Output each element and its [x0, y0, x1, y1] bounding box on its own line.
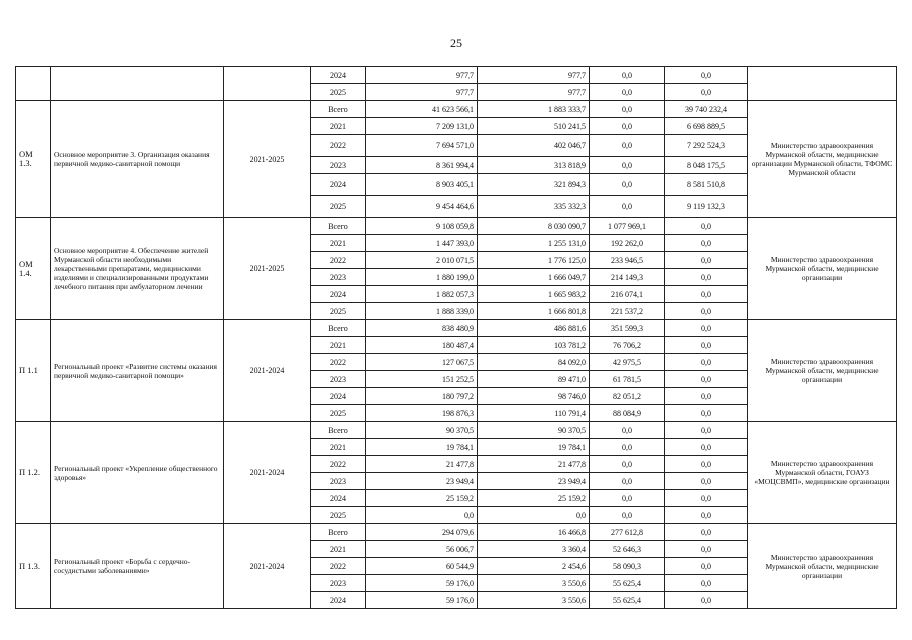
measure-name: Региональный проект «Борьба с сердечно-сосудистыми заболеваниями» [51, 524, 224, 609]
other-funds-cell: 0,0 [665, 541, 748, 558]
regional-budget-cell: 402 046,7 [478, 135, 590, 157]
regional-budget-cell: 335 332,3 [478, 196, 590, 218]
other-funds-cell: 0,0 [665, 422, 748, 439]
year-cell: 2025 [311, 303, 366, 320]
measure-period: 2021-2024 [224, 422, 311, 524]
year-cell: 2024 [311, 592, 366, 609]
measure-code: ОМ 1.3. [16, 101, 51, 218]
other-funds-cell: 0,0 [665, 371, 748, 388]
other-funds-cell: 0,0 [665, 388, 748, 405]
federal-budget-cell: 88 084,9 [590, 405, 665, 422]
other-funds-cell: 0,0 [665, 286, 748, 303]
year-cell: 2024 [311, 67, 366, 84]
year-cell: 2024 [311, 174, 366, 196]
year-cell: 2025 [311, 84, 366, 101]
regional-budget-cell: 1 665 983,2 [478, 286, 590, 303]
federal-budget-cell: 221 537,2 [590, 303, 665, 320]
year-cell: Всего [311, 320, 366, 337]
federal-budget-cell: 58 090,3 [590, 558, 665, 575]
year-cell: Всего [311, 524, 366, 541]
measure-code: ОМ 1.4. [16, 218, 51, 320]
year-cell: 2023 [311, 473, 366, 490]
total-cell: 1 888 339,0 [366, 303, 478, 320]
federal-budget-cell: 192 262,0 [590, 235, 665, 252]
regional-budget-cell: 19 784,1 [478, 439, 590, 456]
total-cell: 294 079,6 [366, 524, 478, 541]
year-cell: Всего [311, 218, 366, 235]
year-cell: 2025 [311, 196, 366, 218]
measure-executors: Министерство здравоохранения Мурманской области, ГОАУЗ «МОЦСВМП», медицинские организации [748, 422, 897, 524]
regional-budget-cell: 3 550,6 [478, 575, 590, 592]
federal-budget-cell: 0,0 [590, 490, 665, 507]
regional-budget-cell: 3 550,6 [478, 592, 590, 609]
total-cell: 56 006,7 [366, 541, 478, 558]
measure-code: П 1.3. [16, 524, 51, 609]
total-cell: 1 880 199,0 [366, 269, 478, 286]
other-funds-cell: 0,0 [665, 303, 748, 320]
total-cell: 8 361 994,4 [366, 157, 478, 174]
federal-budget-cell: 52 646,3 [590, 541, 665, 558]
federal-budget-cell: 214 149,3 [590, 269, 665, 286]
measure-period: 2021-2025 [224, 101, 311, 218]
federal-budget-cell: 0,0 [590, 456, 665, 473]
other-funds-cell: 0,0 [665, 592, 748, 609]
regional-budget-cell: 8 030 090,7 [478, 218, 590, 235]
federal-budget-cell: 0,0 [590, 101, 665, 118]
year-cell: Всего [311, 422, 366, 439]
year-cell: 2021 [311, 439, 366, 456]
federal-budget-cell: 1 077 969,1 [590, 218, 665, 235]
total-cell: 59 176,0 [366, 575, 478, 592]
year-cell: 2024 [311, 388, 366, 405]
total-cell: 60 544,9 [366, 558, 478, 575]
table-row [16, 101, 897, 118]
total-cell: 9 454 464,6 [366, 196, 478, 218]
measure-executors: Министерство здравоохранения Мурманской области, медицинские организации [748, 524, 897, 609]
year-cell: 2023 [311, 575, 366, 592]
regional-budget-cell: 321 894,3 [478, 174, 590, 196]
total-cell: 180 797,2 [366, 388, 478, 405]
total-cell: 1 882 057,3 [366, 286, 478, 303]
other-funds-cell: 0,0 [665, 575, 748, 592]
other-funds-cell: 0,0 [665, 456, 748, 473]
measure-name: Региональный проект «Развитие системы оказания первичной медико-санитарной помощи» [51, 320, 224, 422]
regional-budget-cell: 1 776 125,0 [478, 252, 590, 269]
year-cell: 2021 [311, 541, 366, 558]
other-funds-cell: 0,0 [665, 84, 748, 101]
year-cell: 2022 [311, 354, 366, 371]
budget-table [15, 66, 897, 609]
federal-budget-cell: 233 946,5 [590, 252, 665, 269]
measure-code: П 1.1 [16, 320, 51, 422]
measure-period: 2021-2025 [224, 218, 311, 320]
measure-code: П 1.2. [16, 422, 51, 524]
measure-period: 2021-2024 [224, 320, 311, 422]
page-number: 25 [450, 36, 462, 50]
total-cell: 21 477,8 [366, 456, 478, 473]
federal-budget-cell: 216 074,1 [590, 286, 665, 303]
other-funds-cell: 9 119 132,3 [665, 196, 748, 218]
regional-budget-cell: 90 370,5 [478, 422, 590, 439]
regional-budget-cell: 110 791,4 [478, 405, 590, 422]
regional-budget-cell: 1 883 333,7 [478, 101, 590, 118]
federal-budget-cell: 0,0 [590, 174, 665, 196]
year-cell: 2025 [311, 507, 366, 524]
other-funds-cell: 0,0 [665, 354, 748, 371]
federal-budget-cell: 42 975,5 [590, 354, 665, 371]
total-cell: 180 487,4 [366, 337, 478, 354]
regional-budget-cell: 103 781,2 [478, 337, 590, 354]
total-cell: 90 370,5 [366, 422, 478, 439]
total-cell: 977,7 [366, 67, 478, 84]
year-cell: 2021 [311, 235, 366, 252]
other-funds-cell: 0,0 [665, 269, 748, 286]
regional-budget-cell: 0,0 [478, 507, 590, 524]
table-row [16, 524, 897, 541]
other-funds-cell: 0,0 [665, 218, 748, 235]
regional-budget-cell: 25 159,2 [478, 490, 590, 507]
total-cell: 2 010 071,5 [366, 252, 478, 269]
federal-budget-cell: 0,0 [590, 67, 665, 84]
federal-budget-cell: 0,0 [590, 196, 665, 218]
total-cell: 59 176,0 [366, 592, 478, 609]
year-cell: 2021 [311, 337, 366, 354]
regional-budget-cell: 977,7 [478, 67, 590, 84]
year-cell: 2022 [311, 456, 366, 473]
other-funds-cell: 0,0 [665, 473, 748, 490]
year-cell: 2023 [311, 371, 366, 388]
executors-cell [748, 67, 897, 101]
federal-budget-cell: 82 051,2 [590, 388, 665, 405]
year-cell: 2024 [311, 490, 366, 507]
table-row [16, 67, 897, 84]
federal-budget-cell: 0,0 [590, 157, 665, 174]
total-cell: 838 480,9 [366, 320, 478, 337]
total-cell: 25 159,2 [366, 490, 478, 507]
total-cell: 1 447 393,0 [366, 235, 478, 252]
measure-name: Основное мероприятие 4. Обеспечение жителей Мурманской области необходимыми лекарственными препаратами, медицинскими изделиями и специализированными продуктами лечебного питания при амбулаторном лечении [51, 218, 224, 320]
total-cell: 0,0 [366, 507, 478, 524]
federal-budget-cell: 351 599,3 [590, 320, 665, 337]
other-funds-cell: 0,0 [665, 490, 748, 507]
measure-executors: Министерство здравоохранения Мурманской области, медицинские организации Мурманской области, ТФОМС Мурманской области [748, 101, 897, 218]
federal-budget-cell: 0,0 [590, 422, 665, 439]
federal-budget-cell: 55 625,4 [590, 592, 665, 609]
year-cell: 2023 [311, 157, 366, 174]
total-cell: 23 949,4 [366, 473, 478, 490]
other-funds-cell: 7 292 524,3 [665, 135, 748, 157]
total-cell: 198 876,3 [366, 405, 478, 422]
regional-budget-cell: 23 949,4 [478, 473, 590, 490]
federal-budget-cell: 61 781,5 [590, 371, 665, 388]
total-cell: 7 694 571,0 [366, 135, 478, 157]
other-funds-cell: 0,0 [665, 507, 748, 524]
other-funds-cell: 8 581 510,8 [665, 174, 748, 196]
regional-budget-cell: 313 818,9 [478, 157, 590, 174]
name-cell [51, 67, 224, 101]
total-cell: 19 784,1 [366, 439, 478, 456]
year-cell: 2022 [311, 135, 366, 157]
year-cell: 2022 [311, 252, 366, 269]
regional-budget-cell: 3 360,4 [478, 541, 590, 558]
total-cell: 977,7 [366, 84, 478, 101]
measure-name: Основное мероприятие 3. Организация оказания первичной медико-санитарной помощи [51, 101, 224, 218]
other-funds-cell: 0,0 [665, 235, 748, 252]
year-cell: 2023 [311, 269, 366, 286]
year-cell: 2021 [311, 118, 366, 135]
federal-budget-cell: 0,0 [590, 135, 665, 157]
other-funds-cell: 39 740 232,4 [665, 101, 748, 118]
other-funds-cell: 6 698 889,5 [665, 118, 748, 135]
other-funds-cell: 0,0 [665, 558, 748, 575]
period-cell [224, 67, 311, 101]
table-body [16, 67, 897, 609]
regional-budget-cell: 486 881,6 [478, 320, 590, 337]
regional-budget-cell: 89 471,0 [478, 371, 590, 388]
table-row [16, 422, 897, 439]
federal-budget-cell: 277 612,8 [590, 524, 665, 541]
measure-period: 2021-2024 [224, 524, 311, 609]
total-cell: 8 903 405,1 [366, 174, 478, 196]
year-cell: Всего [311, 101, 366, 118]
measure-executors: Министерство здравоохранения Мурманской области, медицинские организации [748, 320, 897, 422]
federal-budget-cell: 0,0 [590, 507, 665, 524]
other-funds-cell: 0,0 [665, 252, 748, 269]
other-funds-cell: 0,0 [665, 320, 748, 337]
total-cell: 151 252,5 [366, 371, 478, 388]
regional-budget-cell: 1 255 131,0 [478, 235, 590, 252]
regional-budget-cell: 1 666 049,7 [478, 269, 590, 286]
year-cell: 2024 [311, 286, 366, 303]
regional-budget-cell: 977,7 [478, 84, 590, 101]
table-row [16, 320, 897, 337]
other-funds-cell: 0,0 [665, 405, 748, 422]
other-funds-cell: 0,0 [665, 337, 748, 354]
federal-budget-cell: 0,0 [590, 118, 665, 135]
measure-name: Региональный проект «Укрепление общественного здоровья» [51, 422, 224, 524]
federal-budget-cell: 76 706,2 [590, 337, 665, 354]
regional-budget-cell: 84 092,0 [478, 354, 590, 371]
federal-budget-cell: 0,0 [590, 473, 665, 490]
regional-budget-cell: 21 477,8 [478, 456, 590, 473]
federal-budget-cell: 0,0 [590, 439, 665, 456]
year-cell: 2022 [311, 558, 366, 575]
regional-budget-cell: 2 454,6 [478, 558, 590, 575]
other-funds-cell: 0,0 [665, 524, 748, 541]
federal-budget-cell: 55 625,4 [590, 575, 665, 592]
federal-budget-cell: 0,0 [590, 84, 665, 101]
total-cell: 41 623 566,1 [366, 101, 478, 118]
total-cell: 127 067,5 [366, 354, 478, 371]
other-funds-cell: 0,0 [665, 439, 748, 456]
regional-budget-cell: 16 466,8 [478, 524, 590, 541]
table-row [16, 218, 897, 235]
measure-executors: Министерство здравоохранения Мурманской области, медицинские организации [748, 218, 897, 320]
total-cell: 7 209 131,0 [366, 118, 478, 135]
regional-budget-cell: 1 666 801,8 [478, 303, 590, 320]
other-funds-cell: 8 048 175,5 [665, 157, 748, 174]
total-cell: 9 108 059,8 [366, 218, 478, 235]
code-cell [16, 67, 51, 101]
other-funds-cell: 0,0 [665, 67, 748, 84]
regional-budget-cell: 98 746,0 [478, 388, 590, 405]
regional-budget-cell: 510 241,5 [478, 118, 590, 135]
year-cell: 2025 [311, 405, 366, 422]
